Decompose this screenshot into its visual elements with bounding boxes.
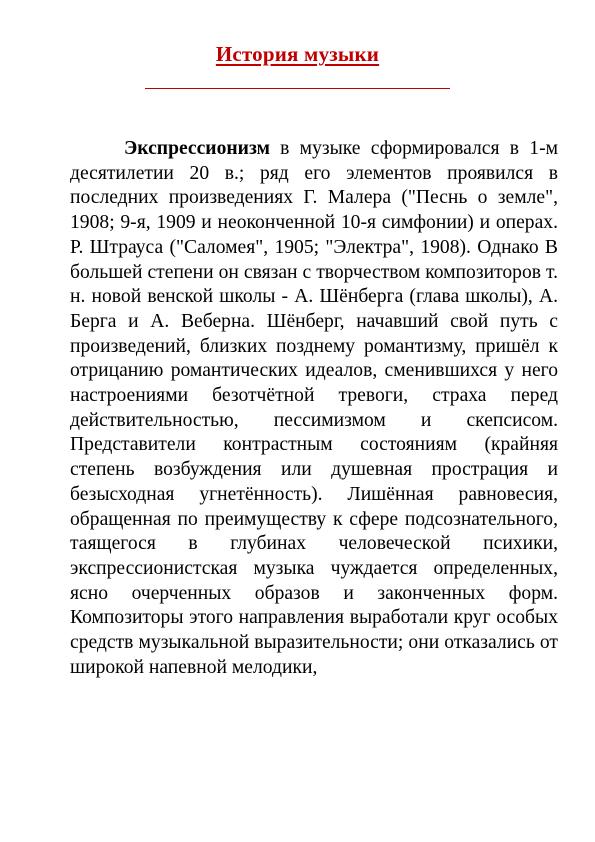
- body-paragraph: [70, 137, 558, 680]
- page-title: История музыки: [215, 42, 380, 66]
- paragraph-text: в музыке сформировался в 1-м десятилетии 20 в.; ряд его элементов проявился в последних произведениях Г. Малера ("Песнь о земле", 1908; 9-я, 1909 и неоконченной 10-я симфонии) и операх. Р. Штрауса ("Саломея", 1905; "Электра", 1908). Однако В большей степени он связан с творчеством композиторов т. н. новой венской школы - А. Шёнберга (глава школы), А. Берга и А. Веберна. Шёнберг, начавший свой путь с произведений, близких позднему романтизму, пришёл к отрицанию романтических идеалов, сменившихся у него настроениями безотчётной тревоги, страха перед действительностью, пессимизмом и скепсисом. Представители контрастным состояниям (крайняя степень возбуждения или душевная прострация и безысходная угнетённость). Лишённая равновесия, обращенная по преимуществу к сфере подсознательного, таящегося в глубинах человеческой психики, экспрессионистская музыка чуждается определенных, ясно очерченных образов и законченных форм. Композиторы этого направления выработали круг особых средств музыкальной выразительности; они отказались от широкой напевной мелодики,: [70, 138, 558, 678]
- title-divider-line: [145, 88, 450, 89]
- lead-term: Экспрессионизм: [124, 138, 270, 159]
